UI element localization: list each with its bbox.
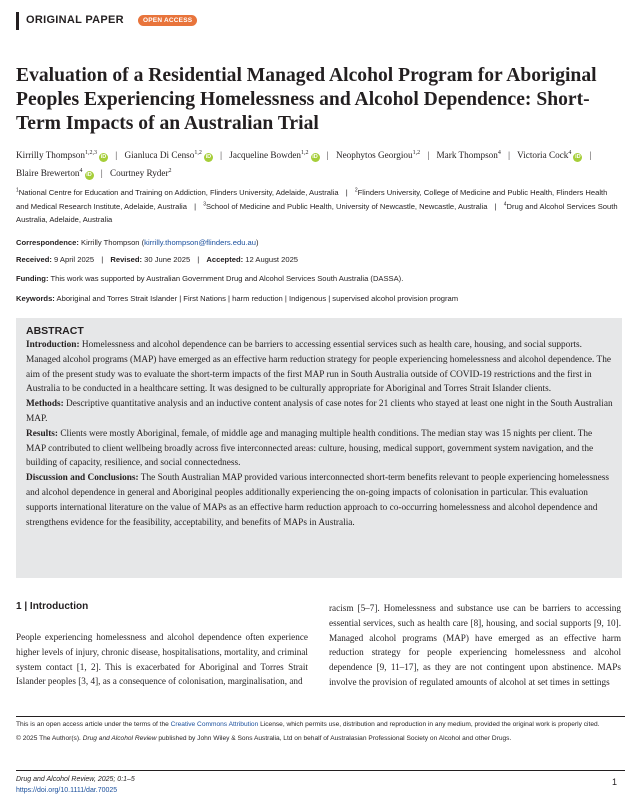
accepted-label: Accepted: (206, 255, 244, 264)
copyright-text: © 2025 The Author(s). (16, 734, 83, 742)
body-paragraph: racism [5–7]. Homelessness and substance use can be barriers to accessing essential services, such as health care [8], housing, and social supports [9, 10]. Managed alcohol programs (MAP) have emerged as an effective harm reduction strategy for people experiencing homelessness and alcohol dependence [9, 11–17], as they are not contingent upon abstinence. MAPs involve the provision of regulated amounts of alcohol at set times in settings (329, 603, 621, 687)
author-affiliation-sup: 1,2 (412, 150, 421, 156)
body-column-left (16, 630, 308, 689)
keywords (16, 293, 626, 304)
abstract-methods (26, 397, 614, 427)
affiliation-item (16, 188, 339, 197)
received-date: 9 April 2025 (54, 255, 95, 264)
revised-date: 30 June 2025 (144, 255, 191, 264)
author-text: Mark Thompson (436, 150, 498, 161)
affiliation-item (203, 202, 487, 211)
header-accent-bar (16, 12, 19, 30)
methods-label: Methods: (26, 399, 64, 410)
orcid-icon[interactable]: iD (312, 154, 318, 161)
discussion-text: The South Australian MAP provided various interconnected short-term benefits relevant to people experiencing homelessness and alcohol dependence in general and Aboriginal peoples additionally experiencing the on-going impacts of colonisation in particular. This evaluation supports international literature on the value of MAPs as an effective harm reduction approach to co-occurring homelessness and alcohol dependence and strengthens evidence for the feasibility, acceptability, and benefits of MAPs in Australia. (26, 473, 610, 528)
affiliation-sup: 2 (354, 187, 358, 193)
correspondence-label: Correspondence: (16, 238, 79, 247)
article-type-label: ORIGINAL PAPER (26, 14, 124, 26)
orcid-icon[interactable]: iD (205, 154, 212, 161)
article-title: Evaluation of a Residential Managed Alcohol Program for Aboriginal Peoples Experiencing Homelessness and Alcohol Dependence: Short-Term Impacts of an Australian Trial (16, 65, 597, 134)
affiliation-separator: | (494, 202, 497, 212)
affiliation-separator: | (194, 202, 197, 212)
open-access-badge: OPEN ACCESS (138, 15, 197, 26)
affiliation-text: Drug and Alcohol Services South Australia, Adelaide, Australia (16, 202, 618, 225)
abstract-discussion (26, 471, 614, 530)
footer-divider (16, 770, 625, 771)
license-notice (16, 720, 625, 744)
orcid-icon[interactable]: iD (100, 154, 107, 161)
footer-divider (16, 716, 625, 717)
affiliation-text: National Centre for Education and Training on Addiction, Flinders University, Adelaide, Australia (18, 187, 339, 197)
author-text: Blaire Brewerton (16, 168, 80, 179)
author-separator: | (326, 150, 329, 161)
body-column-right (329, 601, 621, 690)
author-affiliation-sup: 1,2,3 (85, 150, 97, 156)
author-name (16, 168, 94, 178)
affiliations (16, 184, 621, 226)
author-separator: | (508, 150, 510, 161)
affiliation-separator: | (345, 187, 348, 197)
author-affiliation-sup: 4 (568, 150, 572, 156)
license-line (16, 720, 625, 731)
author-name (517, 150, 582, 160)
author-affiliation-sup: 2 (168, 168, 172, 175)
abstract-introduction (26, 338, 614, 397)
funding (16, 273, 626, 284)
author-separator: | (589, 150, 592, 161)
copyright-line (16, 734, 625, 745)
article-dates: Received: 9 April 2025 | Revised: 30 June 2025 | Accepted: 12 August 2025 (16, 255, 299, 264)
abstract-heading: ABSTRACT (26, 325, 84, 337)
author-name (336, 150, 420, 160)
orcid-icon[interactable]: iD (575, 154, 581, 161)
affiliation-text: Flinders University, College of Medicine and Public Health, Flinders Health and Medical Research Institute, Adelaide, Australia (16, 187, 608, 212)
affiliation-sup: 1 (16, 187, 19, 193)
author-text: Courtney Ryder (109, 168, 169, 179)
abstract-box (16, 318, 622, 578)
author-name (110, 168, 172, 178)
intro-text: Homelessness and alcohol dependence can be barriers to accessing essential services such as health care, housing, and social supports. Managed alcohol programs (MAP) have emerged as an effective harm reduction strategy for people experiencing homelessness and alcohol dependence. The aim of the present study was to evaluate the short-term impacts of the first MAP run in South Australia outside of COVID-19 restrictions and the first in Australia to be conducted in a healthcare setting. It was designed to be culturally appropriate for Aboriginal and Torres Strait Islander clients. (26, 340, 611, 395)
copyright-text: published by John Wiley & Sons Australia, Ltd on behalf of Australasian Professional Society on Alcohol and other Drugs. (156, 734, 512, 742)
author-name (16, 150, 108, 160)
funding-label: Funding: (16, 274, 49, 283)
author-text: Neophytos Georgiou (335, 150, 413, 161)
abstract-results (26, 427, 614, 471)
funding-text: This work was supported by Australian Government Drug and Alcohol Services South Australia (DASSA). (50, 274, 404, 283)
discussion-label: Discussion and Conclusions: (26, 473, 139, 484)
doi-link[interactable]: https://doi.org/10.1111/dar.70025 (16, 787, 118, 794)
license-text: This is an open access article under the terms of the (16, 721, 171, 728)
intro-label: Introduction: (26, 340, 80, 350)
author-affiliation-sup: 1,2 (194, 150, 202, 156)
author-text: Kirrilly Thompson (16, 150, 85, 161)
author-name (437, 150, 501, 160)
license-text: License, which permits use, distribution and reproduction in any medium, provided the original work is properly cited. (258, 721, 600, 728)
author-name (124, 150, 212, 160)
author-text: Gianluca Di Censo (124, 150, 195, 161)
body-paragraph: People experiencing homelessness and alcohol dependence often experience higher levels of injury, chronic disease, hospitalisations, mortality, and criminal system contact [1, 2]. This is exacerbated for Aboriginal and Torres Strait Islander peoples [3, 4], as a consequence of colonisation, marginalisation, and (16, 632, 308, 687)
journal-citation: Drug and Alcohol Review, 2025; 0:1–5 (16, 776, 135, 783)
received-label: Received: (16, 255, 52, 264)
cc-license-link[interactable]: Creative Commons Attribution (170, 721, 259, 728)
orcid-icon[interactable]: iD (86, 172, 92, 179)
correspondence-email-link[interactable]: kirrilly.thompson@flinders.edu.au (144, 238, 256, 247)
keywords-label: Keywords: (16, 294, 55, 303)
author-affiliation-sup: 4 (497, 150, 501, 156)
author-affiliation-sup: 1,2 (301, 150, 309, 156)
author-separator: | (100, 168, 103, 179)
journal-name: Drug and Alcohol Review (82, 734, 157, 742)
methods-text: Descriptive quantitative analysis and an inductive content analysis of case notes for 21 clients who stayed at least one night in the South Australian MAP. (26, 399, 613, 424)
keywords-text: Aboriginal and Torres Strait Islander | First Nations | harm reduction | Indigenous | supervised alcohol provision program (56, 294, 459, 303)
author-separator: | (427, 150, 430, 161)
page-number: 1 (612, 777, 618, 787)
author-separator: | (220, 150, 222, 161)
author-separator: | (115, 150, 118, 161)
results-text: Clients were mostly Aboriginal, female, of middle age and managing multiple health conditions. The median stay was 15 nights per client. The MAP contributed to client wellbeing broadly across five interconnected areas: culture, housing, medical support, government system navigation, and the building of capacity, resilience, and social connectedness. (26, 428, 594, 469)
author-name (229, 150, 319, 160)
revised-label: Revised: (110, 255, 143, 264)
affiliation-sup: 4 (503, 201, 507, 208)
author-text: Jacqueline Bowden (229, 150, 301, 161)
affiliation-text: School of Medicine and Public Health, University of Newcastle, Newcastle, Australia (205, 202, 488, 212)
section-heading-introduction: 1 | Introduction (16, 601, 89, 612)
affiliation-sup: 3 (203, 201, 206, 208)
correspondence: Correspondence: Kirrilly Thompson (kirrilly.thompson@flinders.edu.au) (16, 238, 259, 247)
author-list (16, 145, 616, 181)
author-text: Victoria Cock (517, 150, 569, 161)
correspondence-name: Kirrilly Thompson (81, 238, 140, 247)
results-label: Results: (26, 428, 59, 439)
accepted-date: 12 August 2025 (245, 255, 299, 264)
author-affiliation-sup: 4 (79, 168, 83, 175)
